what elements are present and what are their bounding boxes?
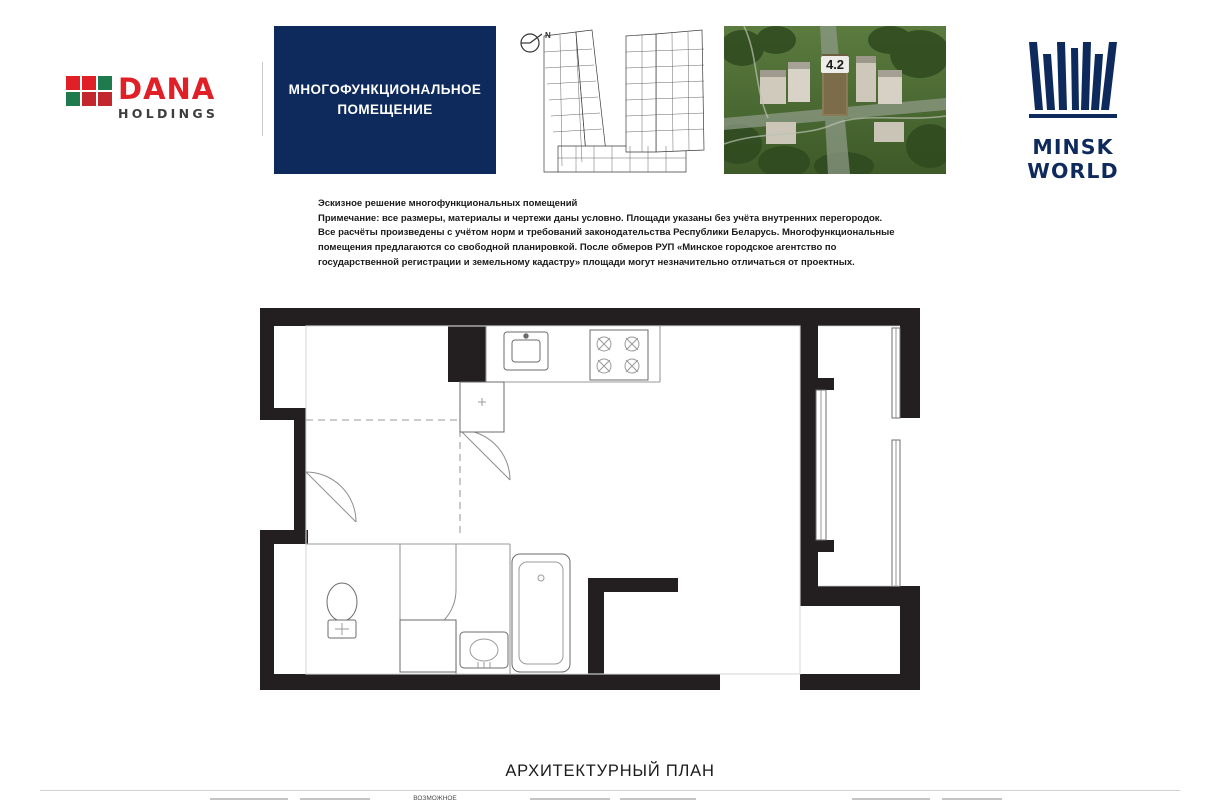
- header-divider: [262, 62, 263, 136]
- note-line-3: Все расчёты произведены с учётом норм и требований законодательства Республики Беларусь. Многофункциональные: [318, 227, 895, 239]
- dana-holdings-logo: [66, 72, 258, 128]
- aerial-badge: 4.2: [821, 56, 849, 73]
- aerial-photo: [724, 26, 946, 174]
- floor-plan: [0, 290, 1220, 720]
- key-plan: [506, 26, 718, 174]
- compass-north-label: N: [545, 31, 551, 40]
- minsk-world-wordmark: MINSK WORLD: [1027, 135, 1119, 183]
- note-line-1: Эскизное решение многофункциональных помещений: [318, 198, 578, 209]
- aerial-photo-image: [724, 26, 946, 174]
- dana-subtitle: HOLDINGS: [118, 106, 219, 121]
- document-header: [0, 0, 1220, 182]
- title-line-1: МНОГОФУНКЦИОНАЛЬНОЕ: [288, 82, 482, 98]
- floor-plan-drawing: [260, 290, 960, 710]
- compass-icon: [516, 30, 556, 58]
- footer-title: АРХИТЕКТУРНЫЙ ПЛАН: [505, 762, 715, 780]
- note-line-4: помещения предлагаются со свободной планировкой. После обмеров РУП «Минское городское агентство по: [318, 242, 837, 254]
- minsk-world-logo: [985, 38, 1161, 183]
- note-line-2: Примечание: все размеры, материалы и чертежи даны условно. Площади указаны без учёта внутренних перегородок.: [318, 212, 883, 224]
- title-block: [274, 26, 496, 174]
- minsk-world-mark-icon: [985, 38, 1161, 130]
- dana-wordmark: DANA: [118, 72, 216, 106]
- note-line-5: государственной регистрации и земельному кадастру» площади могут незначительно отличаться от проектных.: [318, 256, 855, 268]
- footer-strip-label-possible: ВОЗМОЖНОЕ: [413, 795, 457, 802]
- footer-divider: [40, 790, 1180, 791]
- footer-strip: [0, 795, 1220, 804]
- title-line-2: ПОМЕЩЕНИЕ: [337, 102, 433, 117]
- disclaimer-note: [318, 197, 958, 271]
- dana-squares-icon: [66, 76, 112, 110]
